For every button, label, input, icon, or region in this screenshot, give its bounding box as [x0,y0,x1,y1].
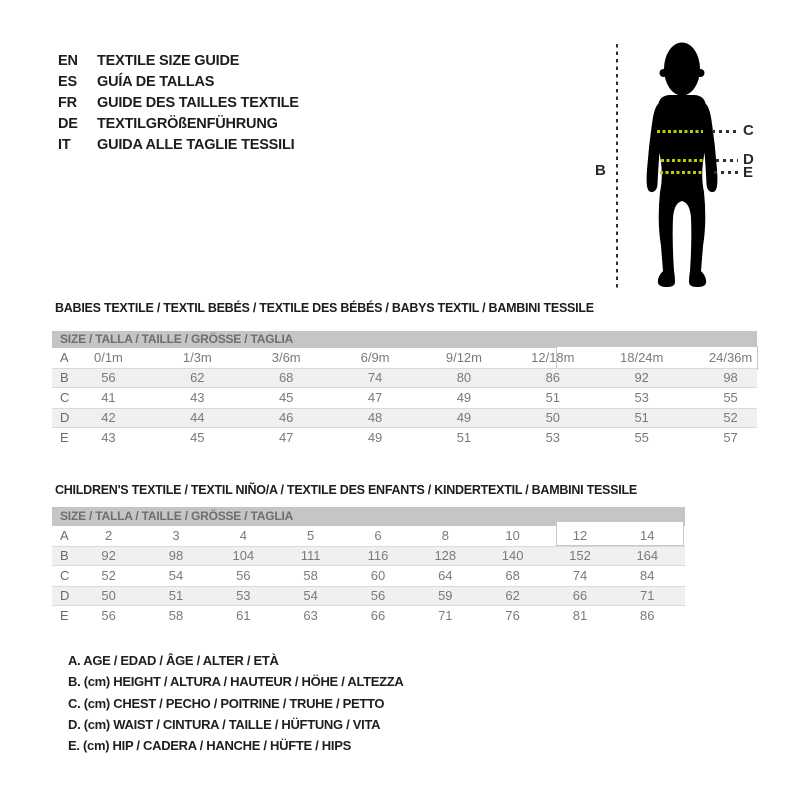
table-cell: 49 [367,430,383,445]
size-header-band: SIZE / TALLA / TAILLE / GRÖSSE / TAGLIA [52,331,757,348]
size-header-band: SIZE / TALLA / TAILLE / GRÖSSE / TAGLIA [52,507,685,526]
legend-hip: E. (cm) HIP / CADERA / HANCHE / HÜFTE / HIPS [68,738,351,754]
table-cell: 111 [300,548,321,563]
row-label: D [60,410,70,425]
measurement-legend [68,650,404,756]
table-cell: 62 [505,588,520,603]
table-cell: 84 [640,568,655,583]
table-cell: 45 [278,390,294,405]
height-measure-line [616,44,618,288]
table-cell: 24/36m [708,350,753,365]
table-cell: 61 [236,608,251,623]
table-cell: 3 [172,528,180,543]
table-row [52,606,685,626]
table-cell: 56 [236,568,251,583]
table-cell: 6 [374,528,382,543]
table-cell: 62 [190,370,205,385]
guide-title: GUIDA ALLE TAGLIE TESSILI [97,137,295,153]
table-cell: 56 [101,370,116,385]
row-label: B [60,548,69,563]
guide-title: TEXTILE SIZE GUIDE [97,53,240,69]
row-label: C [60,568,70,583]
table-cell: 56 [370,588,386,603]
legend-chest: C. (cm) CHEST / PECHO / POITRINE / TRUHE / PETTO [68,695,385,711]
chest-pointer-line [712,130,738,133]
row-cells [75,606,681,626]
table-cell: 74 [572,568,588,583]
table-cell: 104 [232,548,255,563]
table-row [52,566,685,586]
table-cell: 52 [101,568,116,583]
table-cell: 43 [190,390,205,405]
table-cell: 51 [634,410,649,425]
table-cell: 54 [168,568,184,583]
row-label: E [60,430,69,445]
table-cell: 0/1m [93,350,123,365]
legend-height: B. (cm) HEIGHT / ALTURA / HAUTEUR / HÖHE / ALTEZZA [68,674,404,690]
table-cell: 47 [367,390,383,405]
table-cell: 47 [278,430,294,445]
table-cell: 52 [723,410,738,425]
table-cell: 12/18m [531,350,575,365]
legend-waist: D. (cm) WAIST / CINTURA / TAILLE / HÜFTUNG / VITA [68,716,381,732]
table-cell: 86 [640,608,655,623]
row-label: B [60,370,69,385]
table-cell: 152 [569,548,591,563]
table-cell: 98 [723,370,738,385]
table-cell: 92 [634,370,649,385]
measurement-figure [0,0,800,300]
table-cell: 140 [501,548,524,563]
language-code: DE [58,116,78,132]
table-cell: 44 [190,410,205,425]
row-cells [64,348,775,368]
table-cell: 53 [545,430,561,445]
guide-title: GUÍA DE TALLAS [97,74,215,90]
table-cell: 48 [367,410,383,425]
hip-measure-line [660,171,702,174]
table-cell: 53 [634,390,649,405]
table-cell: 10 [505,528,520,543]
table-cell: 18/24m [620,350,664,365]
table-cell: 64 [438,568,453,583]
chest-measure-line [657,130,703,133]
row-cells [75,566,681,586]
legend-age: A. AGE / EDAD / ÂGE / ALTER / ETÀ [68,653,279,668]
row-label: C [60,390,70,405]
chest-label: C [743,122,754,139]
language-code: FR [58,95,77,111]
table-cell: 51 [545,390,561,405]
table-cell: 128 [434,548,457,563]
table-cell: 76 [505,608,520,623]
row-cells [64,388,775,408]
table-row [52,526,685,546]
table-row [52,546,685,566]
row-cells [75,587,681,605]
table-cell: 53 [236,588,251,603]
row-label: E [60,608,69,623]
row-cells [64,369,775,387]
row-label: A [60,528,69,543]
table-cell: 66 [572,588,588,603]
table-cell: 8 [441,528,449,543]
table-cell: 51 [168,588,184,603]
table-cell: 164 [636,548,659,563]
table-cell: 5 [307,528,315,543]
children-size-table [52,507,685,626]
language-code: IT [58,137,71,153]
table-cell: 43 [101,430,116,445]
table-cell: 46 [278,410,294,425]
table-cell: 58 [168,608,184,623]
table-cell: 50 [545,410,561,425]
table-row [52,428,757,448]
language-code: EN [58,53,78,69]
table-cell: 3/6m [271,350,301,365]
table-cell: 86 [545,370,561,385]
table-cell: 68 [505,568,520,583]
table-row [52,368,757,388]
table-cell: 55 [634,430,649,445]
table-cell: 56 [101,608,116,623]
table-cell: 59 [438,588,453,603]
guide-title: GUIDE DES TAILLES TEXTILE [97,95,299,111]
row-label: D [60,588,70,603]
table-body [52,526,685,626]
hip-pointer-line [714,171,738,174]
hip-label: E [743,164,754,181]
table-body [52,348,757,448]
table-cell: 71 [438,608,453,623]
table-cell: 74 [367,370,383,385]
table-row [52,586,685,606]
table-cell: 58 [303,568,318,583]
language-code: ES [58,74,77,90]
children-section-title: CHILDREN'S TEXTILE / TEXTIL NIÑO/A / TEXTILE DES ENFANTS / KINDERTEXTIL / BAMBINI TESSILE [55,483,637,497]
table-cell: 55 [723,390,738,405]
table-cell: 66 [370,608,386,623]
table-cell: 116 [367,548,389,563]
table-cell: 81 [572,608,588,623]
row-cells [64,428,775,448]
table-row [52,348,757,368]
child-silhouette [637,40,727,290]
table-cell: 12 [572,528,588,543]
table-cell: 6/9m [360,350,390,365]
waist-pointer-line [716,159,738,162]
table-cell: 42 [101,410,116,425]
table-cell: 54 [303,588,318,603]
height-label: B [595,162,606,179]
waist-measure-line [661,159,703,162]
babies-section-title: BABIES TEXTILE / TEXTIL BEBÉS / TEXTILE DES BÉBÉS / BABYS TEXTIL / BAMBINI TESSILE [55,301,594,315]
table-cell: 80 [456,370,472,385]
table-cell: 57 [723,430,738,445]
row-cells [75,526,681,546]
table-cell: 68 [278,370,294,385]
table-cell: 2 [105,528,113,543]
guide-title: TEXTILGRÖßENFÜHRUNG [97,116,278,132]
table-row [52,408,757,428]
table-cell: 45 [190,430,205,445]
table-cell: 1/3m [182,350,212,365]
table-cell: 14 [640,528,655,543]
row-label: A [60,350,69,365]
table-cell: 49 [456,410,472,425]
table-cell: 51 [456,430,472,445]
table-cell: 49 [456,390,472,405]
table-cell: 50 [101,588,116,603]
table-cell: 92 [101,548,116,563]
table-cell: 98 [168,548,184,563]
table-cell: 4 [239,528,247,543]
waist-label: D [743,151,754,168]
babies-size-table [52,331,757,448]
table-cell: 9/12m [445,350,482,365]
row-cells [75,547,681,565]
table-cell: 41 [101,390,116,405]
table-row [52,388,757,408]
table-cell: 63 [303,608,318,623]
row-cells [64,409,775,427]
table-cell: 60 [370,568,386,583]
table-cell: 71 [640,588,655,603]
